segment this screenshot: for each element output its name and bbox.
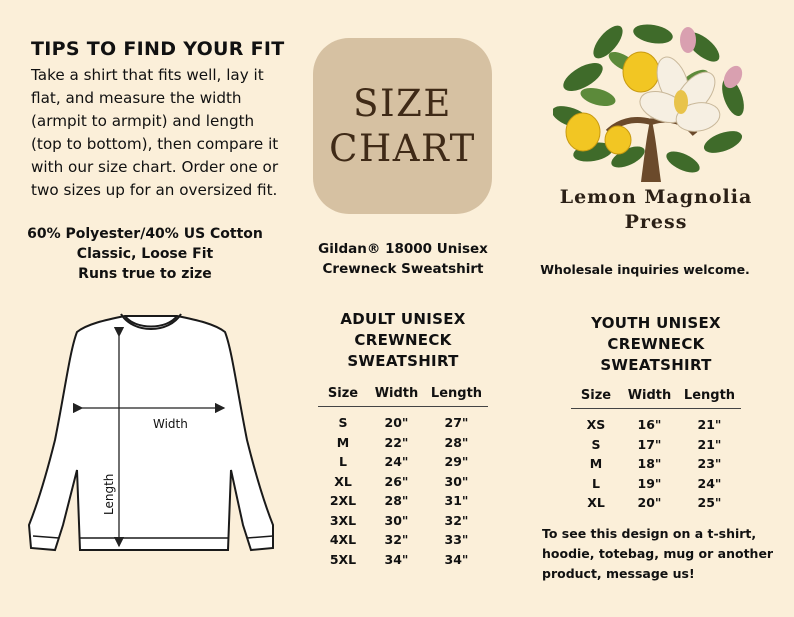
badge-line-2: CHART (329, 127, 476, 170)
width-label: Width (153, 417, 188, 431)
lemon-magnolia-logo (553, 22, 749, 182)
table-row (571, 474, 741, 494)
table-row (318, 413, 488, 433)
header-size: Size (580, 387, 612, 403)
length-cell: 25" (697, 495, 722, 511)
size-cell: M (336, 434, 350, 450)
adult-table-title (318, 309, 488, 372)
width-cell: 34" (384, 551, 409, 567)
table-row (318, 511, 488, 531)
length-cell: 31" (444, 493, 469, 509)
youth-table-title (571, 313, 741, 376)
lemon (605, 126, 631, 154)
header-width: Width (627, 387, 672, 403)
fabric-composition: 60% Polyester/40% US Cotton (27, 226, 263, 242)
table-row (571, 493, 741, 513)
header-length: Length (430, 385, 483, 401)
tips-line: two sizes up for an oversized fit. (31, 181, 278, 199)
header-length: Length (683, 387, 736, 403)
width-cell: 16" (637, 417, 662, 433)
length-cell: 27" (444, 415, 469, 431)
lemon (566, 113, 600, 151)
size-cell: 4XL (329, 532, 357, 548)
length-cell: 21" (697, 436, 722, 452)
youth-table-body (571, 415, 741, 513)
table-row (318, 530, 488, 550)
tips-line: Take a shirt that fits well, lay it (31, 66, 264, 84)
youth-title-line: YOUTH UNISEX (591, 314, 721, 332)
adult-title-line: ADULT UNISEX (340, 310, 466, 328)
width-cell: 17" (637, 436, 662, 452)
tips-line: flat, and measure the width (31, 89, 242, 107)
size-cell: L (592, 475, 600, 491)
length-cell: 34" (444, 551, 469, 567)
tips-line: with our size chart. Order one or (31, 158, 279, 176)
contact-cta (542, 524, 782, 584)
size-cell: S (338, 415, 348, 431)
size-cell: 2XL (329, 493, 357, 509)
size-cell: XS (586, 417, 606, 433)
cta-line-1: To see this design on a t-shirt, (542, 526, 757, 541)
table-row (571, 435, 741, 455)
adult-title-line: CREWNECK (354, 331, 452, 349)
table-row (318, 491, 488, 511)
header-width: Width (374, 385, 419, 401)
table-row (318, 433, 488, 453)
cta-line-2: hoodie, totebag, mug or another (542, 546, 774, 561)
size-cell: 5XL (329, 551, 357, 567)
length-cell: 30" (444, 473, 469, 489)
table-row (571, 454, 741, 474)
width-cell: 20" (384, 415, 409, 431)
size-cell: M (589, 456, 603, 472)
width-cell: 26" (384, 473, 409, 489)
fabric-info (0, 224, 290, 284)
width-cell: 30" (384, 512, 409, 528)
size-cell: 3XL (329, 512, 357, 528)
wholesale-note: Wholesale inquiries welcome. (540, 262, 750, 277)
brand-line-1: Lemon Magnolia (559, 186, 753, 208)
length-cell: 29" (444, 454, 469, 470)
width-cell: 32" (384, 532, 409, 548)
size-cell: S (591, 436, 601, 452)
tips-line: (armpit to armpit) and length (31, 112, 255, 130)
length-cell: 23" (697, 456, 722, 472)
size-cell: L (339, 454, 347, 470)
width-cell: 24" (384, 454, 409, 470)
brand-line-2: Press (624, 211, 688, 233)
adult-table-header (318, 380, 488, 407)
tips-body (31, 64, 293, 202)
adult-title-line: SWEATSHIRT (347, 352, 459, 370)
length-cell: 28" (444, 434, 469, 450)
table-row (318, 472, 488, 492)
youth-title-line: SWEATSHIRT (600, 356, 712, 374)
length-cell: 24" (697, 475, 722, 491)
size-cell: XL (587, 495, 605, 511)
table-row (318, 550, 488, 570)
width-cell: 20" (637, 495, 662, 511)
width-cell: 28" (384, 493, 409, 509)
size-cell: XL (334, 473, 352, 489)
badge-line-1: SIZE (353, 82, 452, 125)
fabric-fit: Classic, Loose Fit (76, 246, 214, 262)
table-row (571, 415, 741, 435)
length-label: Length (102, 473, 116, 515)
adult-table-body (318, 413, 488, 569)
width-cell: 19" (637, 475, 662, 491)
youth-title-line: CREWNECK (607, 335, 705, 353)
width-cell: 18" (637, 456, 662, 472)
product-name (300, 239, 506, 279)
product-line-1: Gildan® 18000 Unisex (318, 241, 488, 257)
magnolia-bud (680, 27, 696, 53)
length-cell: 33" (444, 532, 469, 548)
tips-line: (top to bottom), then compare it (31, 135, 279, 153)
product-line-2: Crewneck Sweatshirt (322, 261, 484, 277)
length-cell: 32" (444, 512, 469, 528)
length-cell: 21" (697, 417, 722, 433)
brand-name (556, 185, 756, 235)
sweatshirt-body (29, 316, 273, 550)
width-cell: 22" (384, 434, 409, 450)
sweatshirt-diagram (25, 310, 277, 558)
table-row (318, 452, 488, 472)
youth-table-header (571, 382, 741, 409)
adult-size-table (318, 309, 488, 569)
header-size: Size (327, 385, 359, 401)
size-chart-badge (313, 38, 492, 214)
tips-title: TIPS TO FIND YOUR FIT (31, 38, 285, 60)
fabric-sizing-note: Runs true to zize (78, 266, 212, 282)
lemon (623, 52, 659, 92)
cta-line-3: product, message us! (542, 566, 695, 581)
youth-size-table (571, 313, 741, 513)
